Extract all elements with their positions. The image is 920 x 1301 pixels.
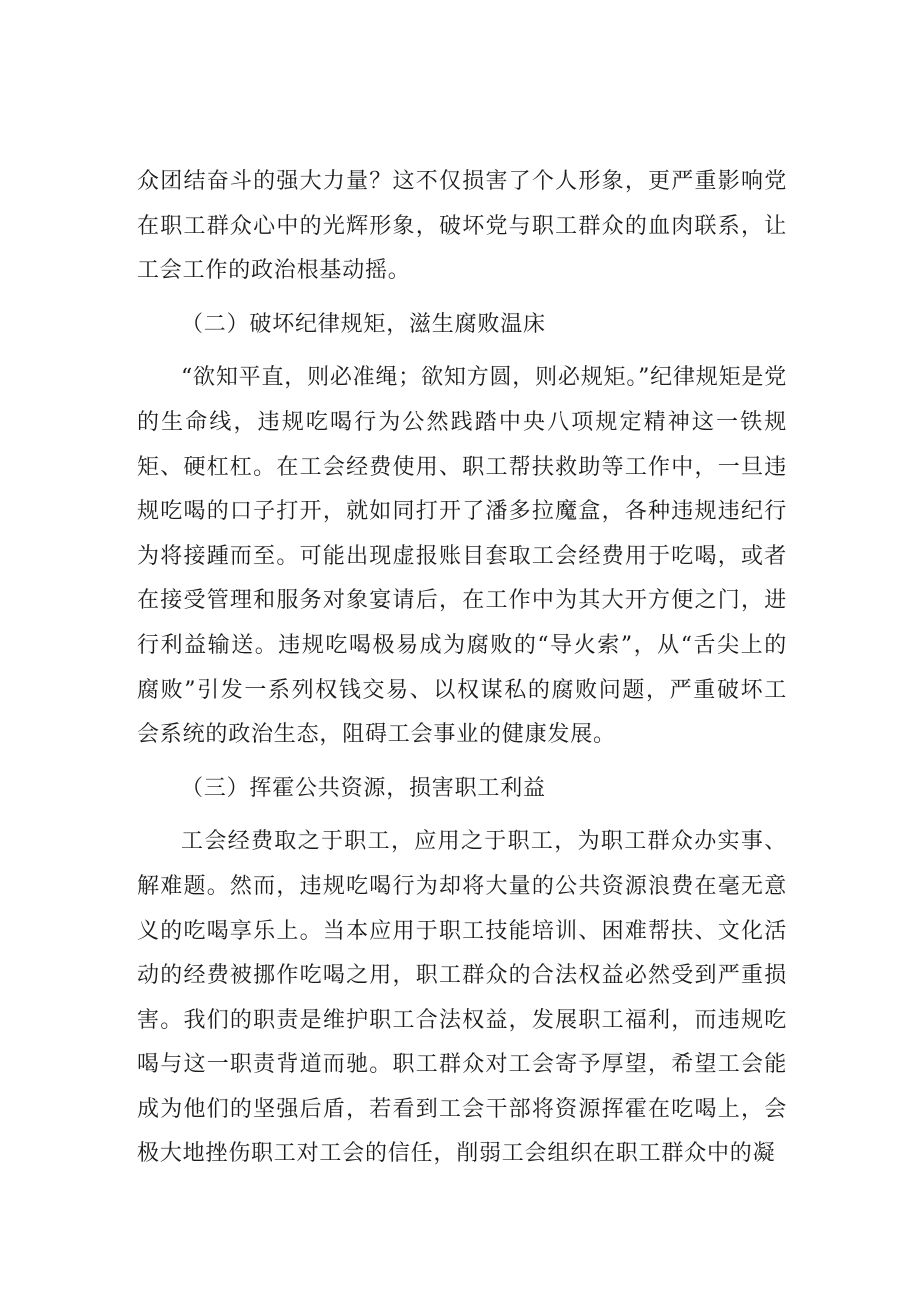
section-heading-3: （三）挥霍公共资源，损害职工利益	[181, 775, 546, 801]
body-paragraph-discipline: “欲知平直，则必准绳；欲知方圆，则必规矩。”纪律规矩是党的生命线，违规吃喝行为公然践踏中央八项规定精神这一铁规矩、硬杠杠。在工会经费使用、职工帮扶救助等工作中，一旦违规吃喝的口子打开，就如同打开了潘多拉魔盒，各种违规违纪行为将接踵而至。可能出现虚报账目套取工会经费用于吃喝，或者在接受管理和服务对象宴请后，在工作中为其大开方便之门，进行利益输送。违规吃喝极易成为腐败的“导火索”，从“舌尖上的腐败”引发一系列权钱交易、以权谋私的腐败问题，严重破坏工会系统的政治生态，阻碍工会事业的健康发展。	[137, 365, 787, 748]
document-body	[137, 160, 787, 1177]
section-heading-2: （二）破坏纪律规矩，滋生腐败温床	[181, 311, 546, 337]
continuation-paragraph: 众团结奋斗的强大力量？这不仅损害了个人形象，更严重影响党在职工群众心中的光辉形象，破坏党与职工群众的血肉联系，让工会工作的政治根基动摇。	[137, 169, 787, 284]
body-paragraph-resources: 工会经费取之于职工，应用之于职工，为职工群众办实事、解难题。然而，违规吃喝行为却将大量的公共资源浪费在毫无意义的吃喝享乐上。当本应用于职工技能培训、困难帮扶、文化活动的经费被挪作吃喝之用，职工群众的合法权益必然受到严重损害。我们的职责是维护职工合法权益，发展职工福利，而违规吃喝与这一职责背道而驰。职工群众对工会寄予厚望，希望工会能成为他们的坚强后盾，若看到工会干部将资源挥霍在吃喝上，会极大地挫伤职工对工会的信任，削弱工会组织在职工群众中的凝	[137, 829, 787, 1167]
